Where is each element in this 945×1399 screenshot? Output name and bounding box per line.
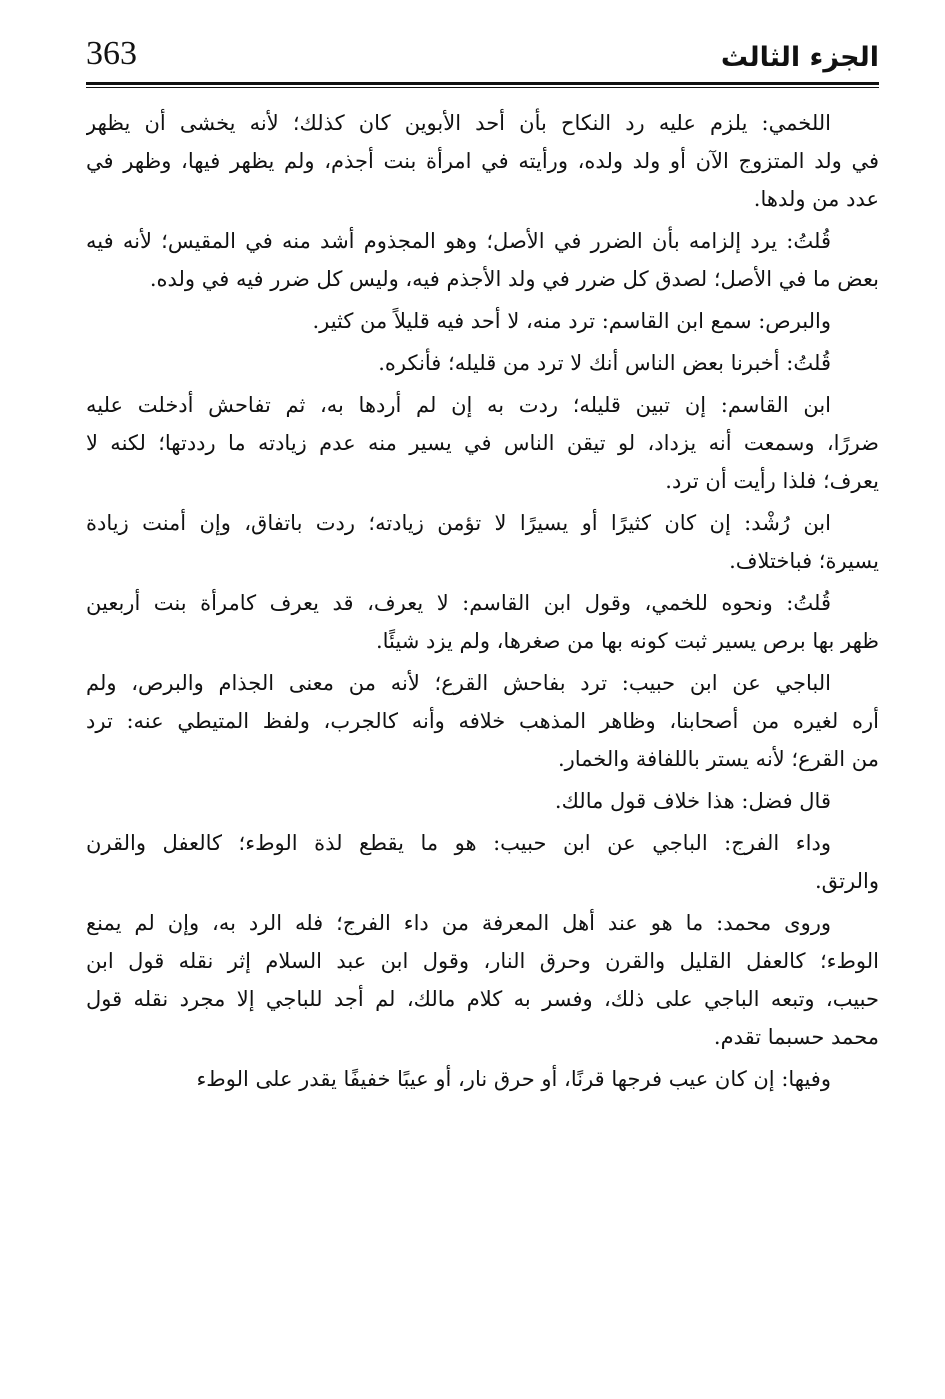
header-rule: [86, 82, 879, 88]
paragraph: [86, 664, 879, 778]
paragraph: [86, 104, 879, 218]
text-line: وفيها: إن كان عيب فرجها قرنًا، أو حرق نار، أو عيبًا خفيفًا يقدر على الوطء: [196, 1067, 831, 1091]
paragraph: [86, 904, 879, 1056]
text-line: يعرف؛ فلذا رأيت أن ترد.: [665, 469, 879, 493]
text-line: والبرص: سمع ابن القاسم: ترد منه، لا أحد فيه قليلاً من كثير.: [312, 309, 831, 333]
running-title: الجزء الثالث: [720, 42, 879, 73]
paragraph: [86, 1060, 879, 1098]
paragraph: [86, 584, 879, 660]
paragraph: [86, 344, 879, 382]
text-line: ظهر بها برص يسير ثبت كونه بها من صغرها، ولم يزد شيئًا.: [375, 629, 879, 653]
text-line: من القرع؛ لأنه يستر باللفافة والخمار.: [557, 747, 879, 771]
text-line: قال فضل: هذا خلاف قول مالك.: [554, 789, 831, 813]
text-line: أره لغيره من أصحابنا، وظاهر المذهب خلافه وأنه كالجرب، ولفظ المتيطي عنه: ترد: [86, 709, 879, 733]
text-line: ضررًا، وسمعت أنه يزداد، لو تيقن الناس في يسير منه عدم زيادته ما رددتها؛ لكنه لا: [86, 431, 879, 455]
text-line: وداء الفرج: الباجي عن ابن حبيب: هو ما يقطع لذة الوطء؛ كالعفل والقرن: [86, 831, 831, 855]
text-line: في ولد المتزوج الآن أو ولد ولده، ورأيته في امرأة بنت أجذم، ولم يظهر فيها، وظهر في: [86, 149, 879, 173]
text-line: محمد حسبما تقدم.: [713, 1025, 879, 1049]
paragraph: [86, 504, 879, 580]
text-line: الباجي عن ابن حبيب: ترد بفاحش القرع؛ لأنه من معنى الجذام والبرص، ولم: [86, 671, 831, 695]
paragraph: [86, 386, 879, 500]
paragraph: [86, 302, 879, 340]
paragraph: [86, 782, 879, 820]
page-header: [86, 28, 879, 80]
text-line: ابن رُشْد: إن كان كثيرًا أو يسيرًا لا تؤمن زيادته؛ ردت باتفاق، وإن أمنت زيادة: [86, 511, 831, 535]
text-line: وروى محمد: ما هو عند أهل المعرفة من داء الفرج؛ فله الرد به، وإن لم يمنع: [86, 911, 831, 935]
text-line: ابن القاسم: إن تبين قليله؛ ردت به إن لم أردها به، ثم تفاحش أدخلت عليه: [86, 393, 831, 417]
text-line: عدد من ولدها.: [753, 187, 879, 211]
paragraph: [86, 222, 879, 298]
text-line: الوطء؛ كالعفل القليل والقرن وحرق النار، وقول ابن عبد السلام إثر نقله قول ابن: [86, 949, 879, 973]
text-line: يسيرة؛ فباختلاف.: [729, 549, 879, 573]
text-body: [86, 104, 879, 1102]
text-line: بعض ما في الأصل؛ لصدق كل ضرر في ولد الأجذم فيه، وليس كل ضرر فيه في ولده.: [149, 267, 879, 291]
text-line: اللخمي: يلزم عليه رد النكاح بأن أحد الأبوين كان كذلك؛ لأنه يخشى أن يظهر: [86, 111, 831, 135]
text-line: حبيب، وتبعه الباجي على ذلك، وفسر به كلام مالك، لم أجد للباجي إلا مجرد نقله قول: [86, 987, 879, 1011]
text-line: قُلتُ: يرد إلزامه بأن الضرر في الأصل؛ وهو المجذوم أشد منه في المقيس؛ لأنه فيه: [86, 229, 831, 253]
paragraph: [86, 824, 879, 900]
text-line: قُلتُ: ونحوه للخمي، وقول ابن القاسم: لا يعرف، قد يعرف كامرأة بنت أربعين: [86, 591, 831, 615]
text-line: والرتق.: [815, 869, 879, 893]
paragraph-gap: [86, 1098, 879, 1102]
page-number: 363: [86, 35, 137, 72]
text-line: قُلتُ: أخبرنا بعض الناس أنك لا ترد من قليله؛ فأنكره.: [378, 351, 831, 375]
